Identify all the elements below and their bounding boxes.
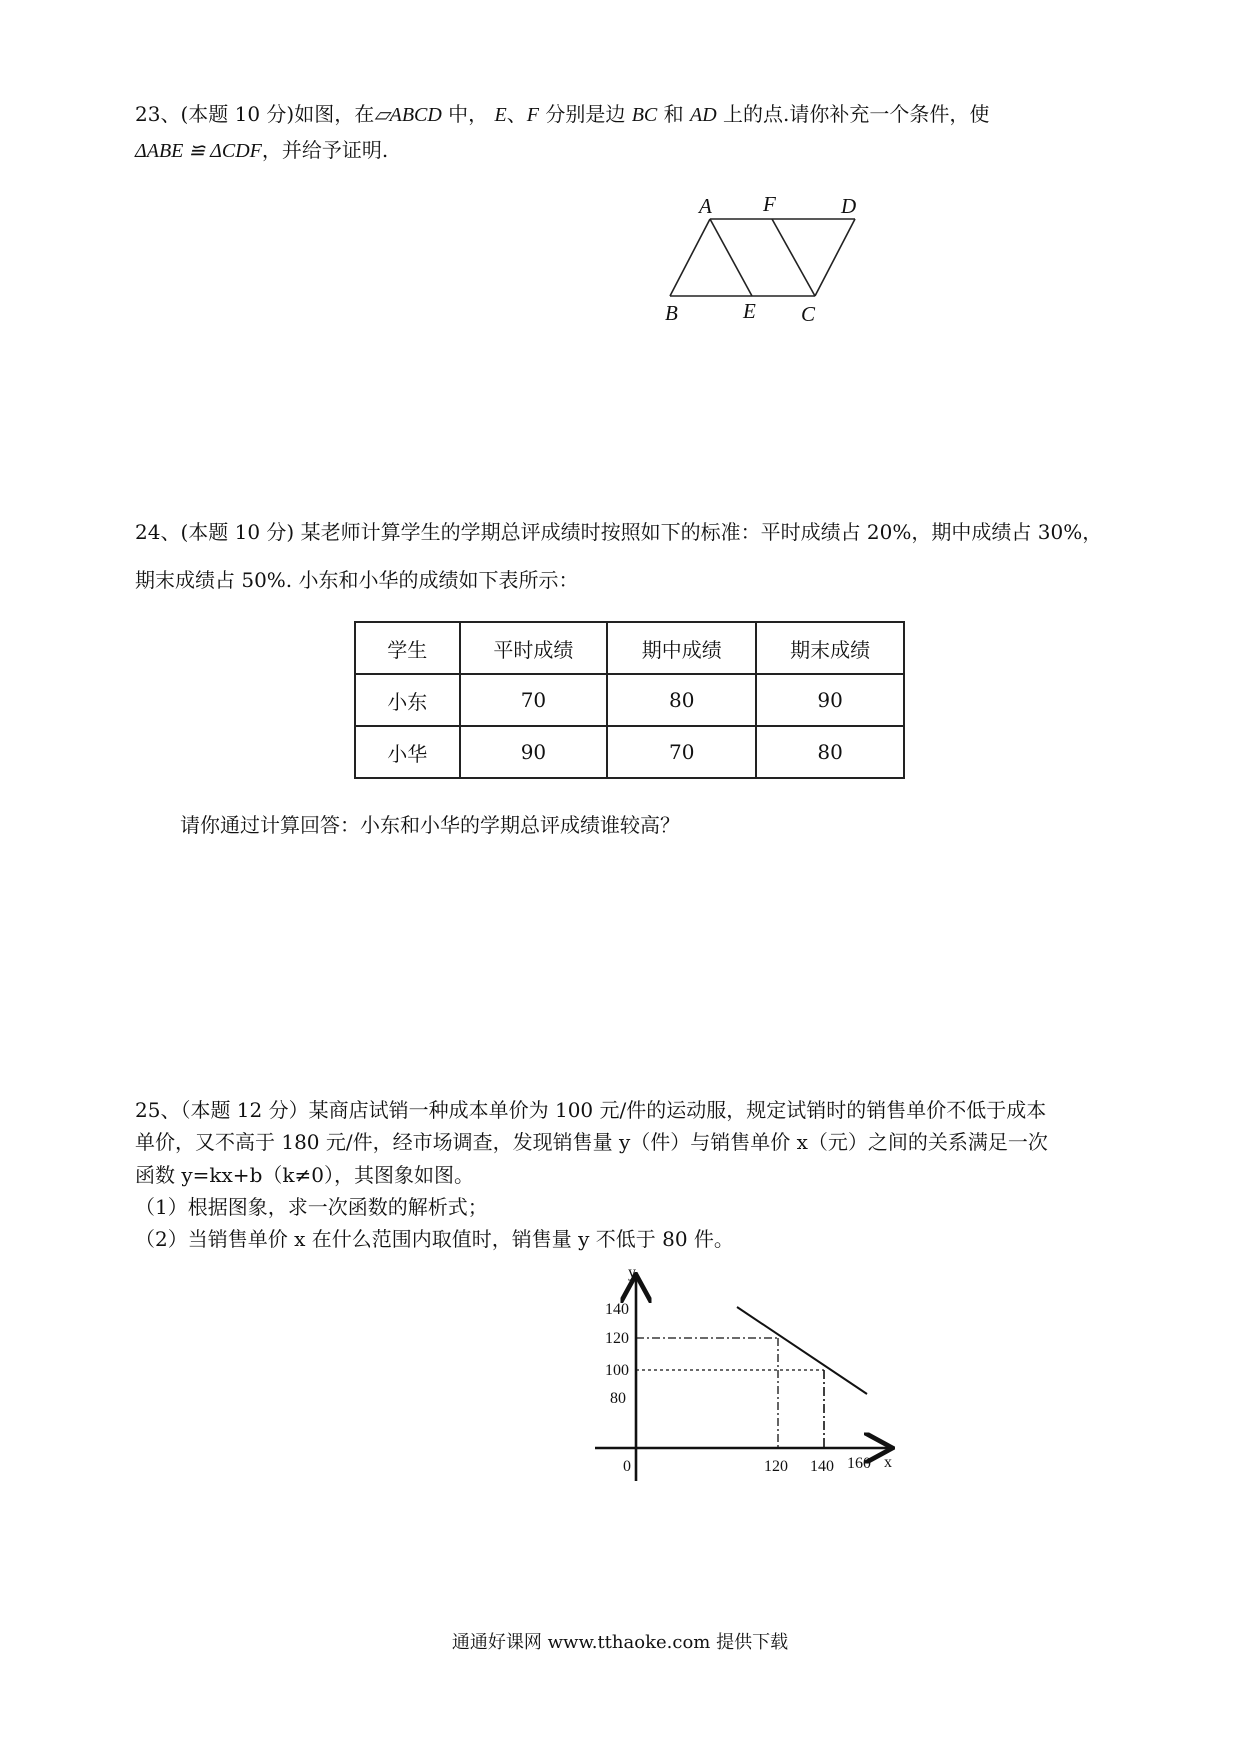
q23-text-g: 上的点.请你补充一个条件，使 [716, 102, 990, 126]
y-axis-label: y [628, 1265, 636, 1281]
footer-source: 通通好课网 www.tthaoke.com 提供下载 [451, 1632, 789, 1653]
q23-parallelogram: ▱ABCD [374, 104, 442, 126]
header-midterm: 期中成绩 [607, 622, 756, 674]
q23-point-e: E [494, 104, 507, 126]
q23-line2 [135, 136, 388, 165]
q25-line1: 25、（本题 12 分）某商店试销一种成本单价为 100 元/件的运动服，规定试销时的销售单价不低于成本 [135, 1098, 1047, 1122]
label-c: C [801, 302, 816, 326]
q23-line1 [135, 100, 989, 129]
q24-question: 请你通过计算回答：小东和小华的学期总评成绩谁较高？ [180, 813, 680, 837]
q23-congruence: ΔABE ≌ ΔCDF [135, 140, 262, 162]
q23-text-rest: ，并给予证明. [261, 138, 389, 162]
table-row [355, 674, 904, 726]
table-cell: 70 [607, 726, 756, 778]
table-cell: 80 [756, 726, 904, 778]
y-tick-80: 80 [610, 1390, 626, 1407]
q23-side-ad: AD [689, 104, 717, 126]
label-b: B [665, 301, 678, 325]
label-d: D [841, 194, 857, 218]
q24-line2: 期末成绩占 50%. 小东和小华的成绩如下表所示： [135, 568, 579, 592]
q25-line5: （2）当销售单价 x 在什么范围内取值时，销售量 y 不低于 80 件。 [135, 1227, 734, 1251]
header-regular: 平时成绩 [460, 622, 608, 674]
q23-text-e: 和 [657, 102, 690, 126]
q23-side-bc: BC [631, 104, 658, 126]
q23-text-c: 、 [506, 102, 527, 126]
q25-line3: 函数 y=kx+b（k≠0），其图象如图。 [135, 1163, 474, 1187]
table-cell: 90 [460, 726, 608, 778]
x-tick-120: 120 [764, 1458, 788, 1475]
table-cell: 小东 [355, 674, 460, 726]
origin-label: 0 [623, 1458, 631, 1475]
table-header-row [355, 622, 904, 674]
y-tick-120: 120 [605, 1330, 629, 1347]
q25-line2: 单价，又不高于 180 元/件，经市场调查，发现销售量 y（件）与销售单价 x（元）之间的关系满足一次 [135, 1130, 1048, 1154]
y-tick-100: 100 [605, 1362, 629, 1379]
q25-line4: （1）根据图象，求一次函数的解析式； [135, 1195, 488, 1219]
table-cell: 90 [756, 674, 904, 726]
parallelogram-figure [661, 181, 871, 333]
table-cell: 小华 [355, 726, 460, 778]
q24-line1: 24、(本题 10 分) 某老师计算学生的学期总评成绩时按照如下的标准：平时成绩占 20%，期中成绩占 30%， [135, 520, 1103, 544]
header-final: 期末成绩 [756, 622, 904, 674]
label-e: E [743, 299, 756, 323]
y-tick-140: 140 [605, 1301, 629, 1318]
table-cell: 70 [460, 674, 608, 726]
q23-text-d: 分别是边 [538, 102, 632, 126]
q23-point-f: F [526, 104, 539, 126]
x-tick-160: 160 [847, 1455, 871, 1472]
label-f: F [763, 192, 776, 216]
table-row [355, 726, 904, 778]
q23-text-a: 23、(本题 10 分)如图，在 [135, 102, 375, 126]
function-line [737, 1307, 867, 1394]
x-tick-140: 140 [810, 1458, 834, 1475]
label-a: A [699, 194, 712, 218]
table-cell: 80 [607, 674, 756, 726]
x-axis-label: x [884, 1454, 892, 1471]
header-student: 学生 [355, 622, 460, 674]
function-graph [590, 1265, 910, 1485]
scores-table [354, 621, 905, 779]
q23-text-b: 中， [441, 102, 495, 126]
